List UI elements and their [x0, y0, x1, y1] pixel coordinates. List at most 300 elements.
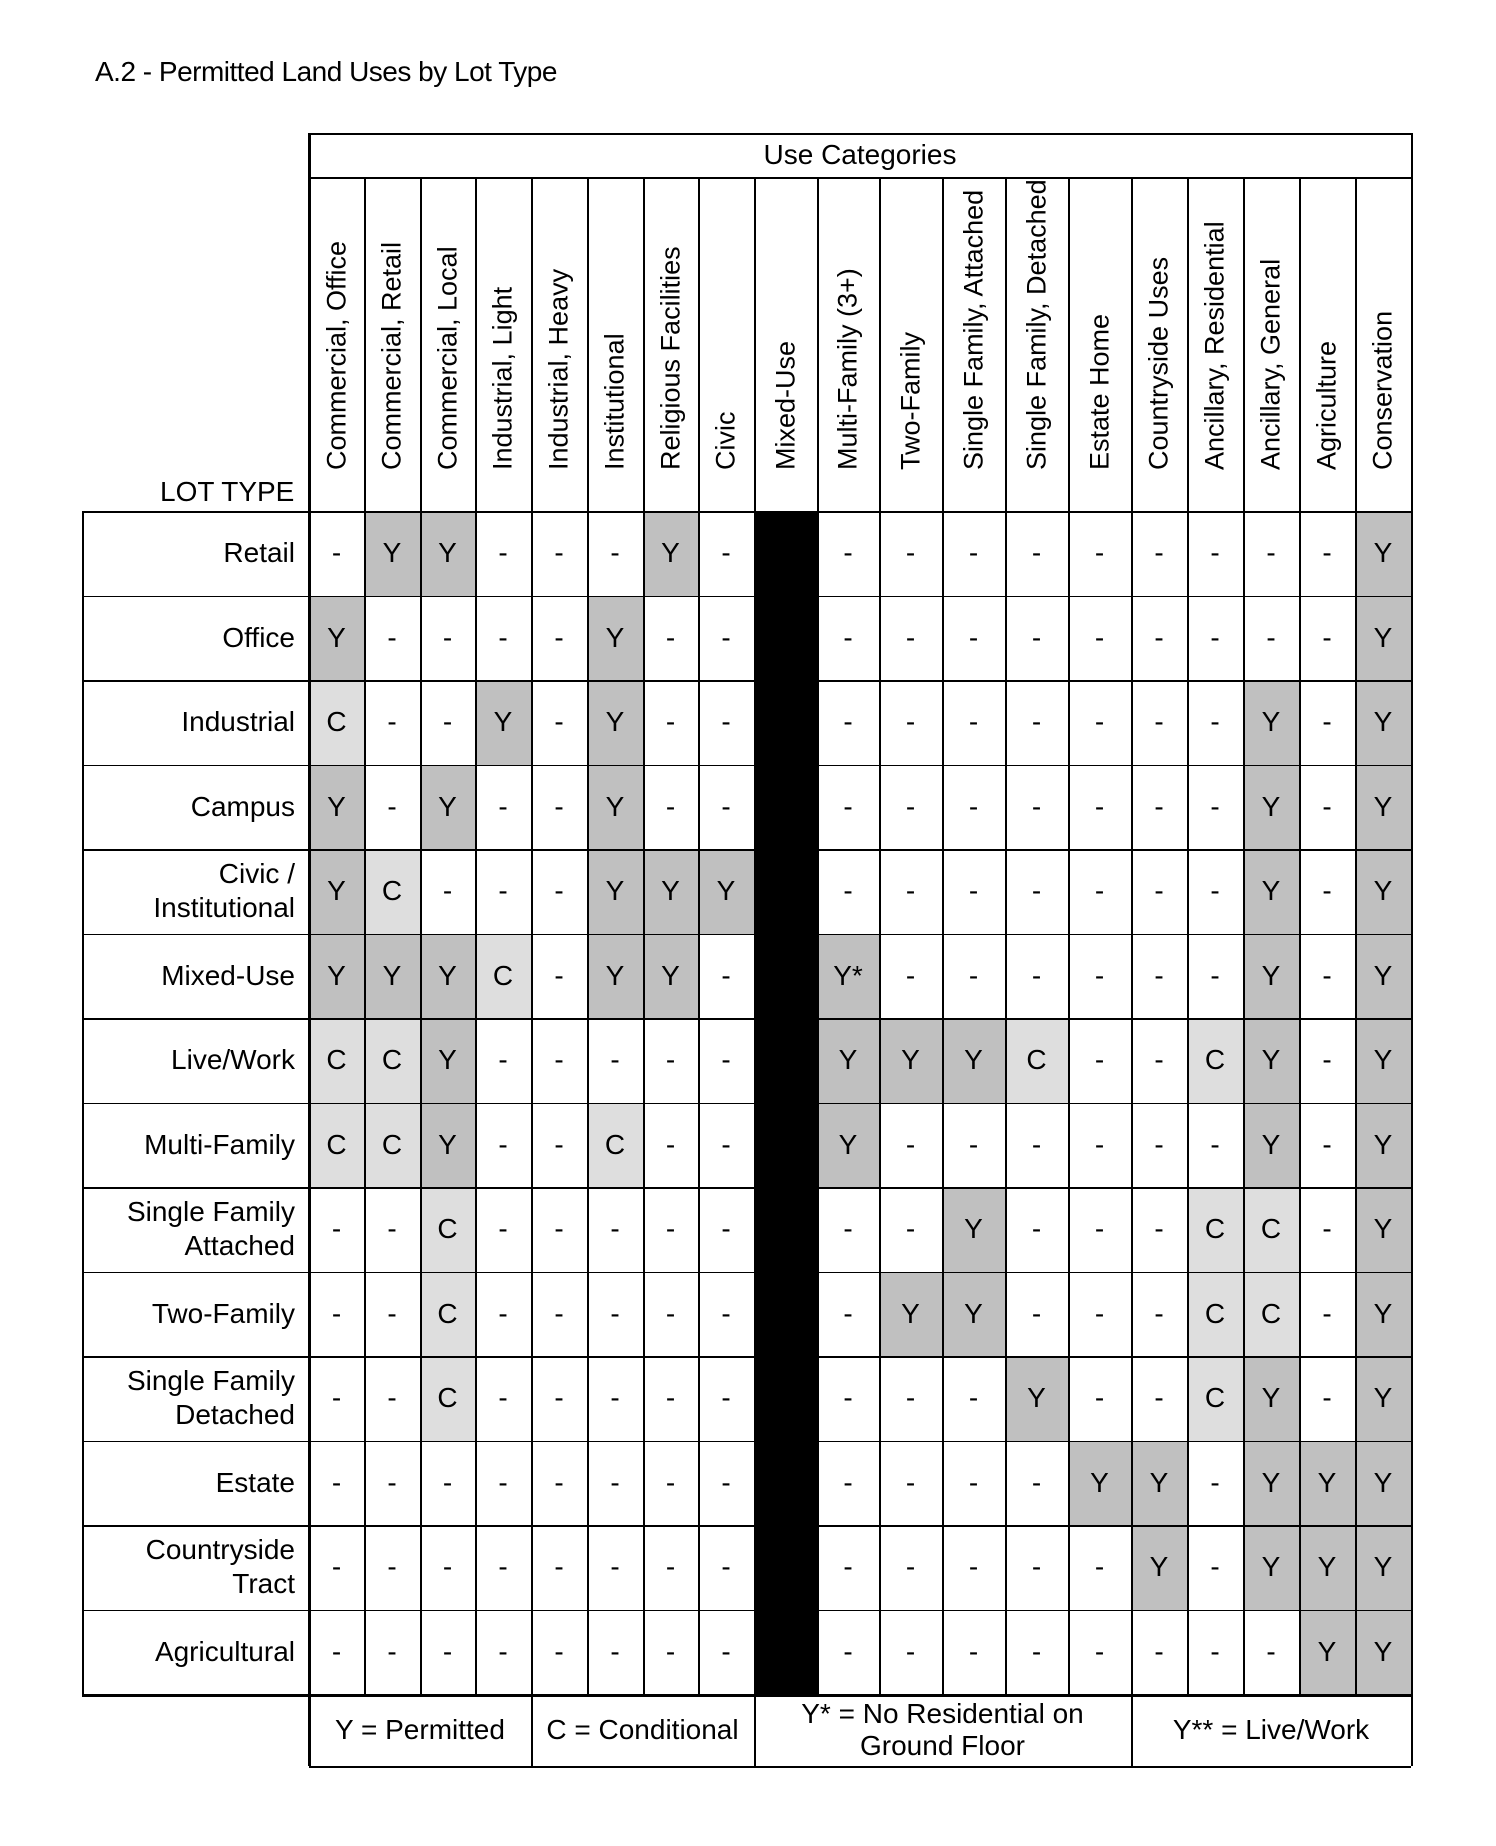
- table-cell: -: [1005, 934, 1068, 1019]
- column-header: [879, 177, 942, 511]
- row-label: Estate: [215, 1466, 295, 1498]
- table-cell: -: [364, 1272, 420, 1357]
- table-cell: -: [1005, 1187, 1068, 1272]
- table-cell: -: [1005, 1441, 1068, 1526]
- table-cell: -: [1187, 680, 1243, 765]
- table-cell: -: [1299, 765, 1355, 850]
- grid-line: [1005, 177, 1007, 1694]
- grid-line: [308, 133, 311, 1766]
- table-cell: -: [475, 511, 531, 596]
- column-header-label: Commercial, Local: [432, 246, 462, 470]
- table-cell: -: [817, 1356, 879, 1441]
- table-cell: Y: [587, 680, 643, 765]
- table-cell: -: [1243, 596, 1299, 681]
- grid-line: [82, 1694, 1411, 1697]
- table-cell: -: [1005, 1103, 1068, 1188]
- table-cell: -: [420, 849, 475, 934]
- table-cell: -: [1005, 511, 1068, 596]
- table-cell: -: [475, 765, 531, 850]
- table-cell: Y: [1355, 1272, 1411, 1357]
- table-cell: -: [1068, 680, 1131, 765]
- table-cell: -: [531, 1441, 587, 1526]
- page-title: A.2 - Permitted Land Uses by Lot Type: [95, 56, 557, 87]
- row-label: Retail: [223, 537, 295, 569]
- table-cell: Y: [309, 765, 364, 850]
- table-cell: -: [643, 1272, 698, 1357]
- column-header-label: Agriculture: [1311, 340, 1342, 470]
- table-cell: -: [1187, 596, 1243, 681]
- table-cell: -: [309, 1356, 364, 1441]
- grid-line: [82, 680, 1411, 682]
- table-cell: -: [1187, 1610, 1243, 1695]
- table-cell: -: [817, 680, 879, 765]
- table-cell: -: [1131, 765, 1187, 850]
- table-cell: -: [1068, 1356, 1131, 1441]
- table-cell: Y: [643, 934, 698, 1019]
- column-header: [698, 177, 754, 511]
- row-label: Mixed-Use: [161, 959, 295, 991]
- table-cell: -: [531, 1525, 587, 1610]
- table-cell: -: [698, 596, 754, 681]
- row-label: Industrial: [181, 706, 295, 738]
- table-cell: -: [817, 1187, 879, 1272]
- grid-line: [82, 934, 1411, 936]
- table-cell: -: [587, 1272, 643, 1357]
- column-header-label: Estate Home: [1084, 313, 1114, 470]
- table-cell: Y: [1355, 680, 1411, 765]
- table-cell: Y: [643, 849, 698, 934]
- mixed-use-blocked-cell: [754, 1187, 817, 1272]
- column-header: [1005, 177, 1068, 511]
- column-header: [754, 177, 817, 511]
- table-cell: -: [309, 511, 364, 596]
- table-cell: -: [1005, 849, 1068, 934]
- grid-line: [309, 133, 1411, 135]
- table-cell: C: [1187, 1018, 1243, 1103]
- table-cell: -: [475, 1525, 531, 1610]
- grid-line: [1131, 177, 1133, 1694]
- table-cell: -: [364, 765, 420, 850]
- table-cell: Y: [1355, 1187, 1411, 1272]
- table-cell: -: [531, 765, 587, 850]
- mixed-use-blocked-cell: [754, 1441, 817, 1526]
- table-cell: -: [1068, 934, 1131, 1019]
- table-cell: Y: [1355, 1103, 1411, 1188]
- table-cell: Y: [1131, 1441, 1187, 1526]
- table-cell: -: [817, 849, 879, 934]
- grid-line: [1411, 1694, 1413, 1766]
- table-cell: -: [531, 596, 587, 681]
- grid-line: [754, 177, 756, 1694]
- table-cell: -: [1131, 849, 1187, 934]
- table-cell: Y: [1355, 849, 1411, 934]
- table-cell: -: [1243, 511, 1299, 596]
- column-header: [1131, 177, 1187, 511]
- grid-line: [82, 765, 1411, 767]
- table-cell: -: [1243, 1610, 1299, 1695]
- table-cell: -: [1131, 1610, 1187, 1695]
- table-cell: Y: [1243, 1103, 1299, 1188]
- table-cell: -: [1131, 1187, 1187, 1272]
- grid-line: [643, 177, 645, 1694]
- grid-line: [309, 1766, 1411, 1768]
- table-cell: -: [1299, 1272, 1355, 1357]
- table-cell: C: [1187, 1187, 1243, 1272]
- table-cell: Y: [942, 1272, 1005, 1357]
- table-cell: -: [879, 1610, 942, 1695]
- grid-line: [942, 177, 944, 1694]
- grid-line: [698, 177, 700, 1694]
- column-header: [643, 177, 698, 511]
- table-cell: -: [1187, 1525, 1243, 1610]
- table-cell: -: [1299, 1103, 1355, 1188]
- table-cell: -: [531, 1103, 587, 1188]
- table-cell: -: [1187, 765, 1243, 850]
- table-cell: -: [1068, 1103, 1131, 1188]
- table-cell: C: [420, 1356, 475, 1441]
- table-cell: -: [879, 680, 942, 765]
- grid-line: [531, 1694, 533, 1766]
- table-cell: C: [587, 1103, 643, 1188]
- table-cell: -: [643, 1103, 698, 1188]
- table-cell: -: [1131, 511, 1187, 596]
- column-header-label: Multi-Family (3+): [832, 268, 863, 470]
- table-cell: -: [879, 849, 942, 934]
- table-cell: -: [1187, 849, 1243, 934]
- table-cell: Y: [364, 511, 420, 596]
- column-header: [364, 177, 420, 511]
- column-header-label: Single Family, Attached: [958, 189, 988, 470]
- table-cell: -: [942, 1356, 1005, 1441]
- column-header-label: Mixed-Use: [770, 340, 800, 470]
- table-cell: -: [817, 1610, 879, 1695]
- table-cell: -: [1068, 849, 1131, 934]
- column-header-label: Countryside Uses: [1143, 256, 1174, 470]
- table-cell: -: [817, 1272, 879, 1357]
- grid-line: [82, 1272, 1411, 1274]
- table-cell: Y: [1355, 1441, 1411, 1526]
- column-header-label: Civic: [710, 411, 741, 470]
- grid-line: [587, 177, 589, 1694]
- grid-line: [1131, 1694, 1133, 1766]
- legend-item: Y = Permitted: [335, 1714, 505, 1745]
- table-cell: Y: [1243, 1441, 1299, 1526]
- table-cell: Y: [420, 934, 475, 1019]
- table-cell: Y: [420, 1103, 475, 1188]
- table-cell: -: [420, 596, 475, 681]
- table-cell: Y: [1068, 1441, 1131, 1526]
- table-cell: -: [1299, 1018, 1355, 1103]
- column-header-label: Commercial, Retail: [376, 241, 407, 470]
- table-cell: -: [879, 1356, 942, 1441]
- table-cell: -: [1005, 1525, 1068, 1610]
- grid-line: [1299, 177, 1301, 1694]
- table-cell: -: [1131, 596, 1187, 681]
- table-cell: Y: [1355, 1018, 1411, 1103]
- table-cell: -: [531, 1187, 587, 1272]
- row-label: Office: [222, 621, 295, 653]
- table-cell: -: [475, 1441, 531, 1526]
- grid-line: [1068, 177, 1070, 1694]
- grid-line: [82, 1103, 1411, 1105]
- table-cell: -: [420, 1441, 475, 1526]
- column-header: [1187, 177, 1243, 511]
- table-cell: Y: [1243, 765, 1299, 850]
- table-cell: -: [364, 1525, 420, 1610]
- table-cell: Y: [420, 1018, 475, 1103]
- table-cell: -: [698, 1272, 754, 1357]
- table-cell: Y: [309, 596, 364, 681]
- column-header: [1355, 177, 1411, 511]
- table-cell: C: [364, 1018, 420, 1103]
- table-cell: -: [942, 934, 1005, 1019]
- table-cell: -: [643, 1356, 698, 1441]
- table-cell: Y: [587, 849, 643, 934]
- column-header-label: Religious Facilities: [655, 246, 685, 470]
- grid-line: [475, 177, 477, 1694]
- table-cell: -: [531, 1610, 587, 1695]
- table-cell: Y: [942, 1018, 1005, 1103]
- column-header: [420, 177, 475, 511]
- mixed-use-blocked-cell: [754, 1356, 817, 1441]
- table-cell: -: [817, 596, 879, 681]
- table-cell: Y: [1131, 1525, 1187, 1610]
- table-cell: -: [1187, 1441, 1243, 1526]
- column-header: [475, 177, 531, 511]
- row-label: Countryside Tract: [145, 1534, 295, 1600]
- column-header: [1243, 177, 1299, 511]
- table-cell: -: [587, 1441, 643, 1526]
- grid-line: [82, 1187, 1411, 1189]
- table-cell: Y: [1355, 511, 1411, 596]
- grid-line: [82, 511, 1411, 513]
- row-label: Single Family Attached: [126, 1196, 295, 1262]
- table-cell: -: [942, 765, 1005, 850]
- table-cell: Y: [364, 934, 420, 1019]
- table-cell: -: [1299, 934, 1355, 1019]
- table-cell: -: [698, 680, 754, 765]
- table-cell: -: [698, 1610, 754, 1695]
- table-cell: -: [587, 1356, 643, 1441]
- table-cell: -: [475, 596, 531, 681]
- table-cell: -: [643, 596, 698, 681]
- table-cell: -: [309, 1610, 364, 1695]
- table-cell: -: [1299, 849, 1355, 934]
- table-cell: -: [643, 680, 698, 765]
- table-cell: -: [879, 934, 942, 1019]
- table-cell: Y: [309, 934, 364, 1019]
- column-header: [1299, 177, 1355, 511]
- table-cell: Y: [1355, 1610, 1411, 1695]
- table-cell: -: [942, 849, 1005, 934]
- grid-line: [82, 1441, 1411, 1443]
- grid-line: [1355, 177, 1357, 1694]
- lot-type-header: LOT TYPE: [160, 476, 295, 507]
- table-cell: -: [643, 1525, 698, 1610]
- table-cell: -: [1005, 596, 1068, 681]
- table-cell: -: [1299, 1356, 1355, 1441]
- table-cell: -: [364, 1441, 420, 1526]
- grid-line: [420, 177, 422, 1694]
- grid-line: [1243, 177, 1245, 1694]
- mixed-use-blocked-cell: [754, 680, 817, 765]
- table-cell: Y: [587, 934, 643, 1019]
- table-cell: -: [420, 680, 475, 765]
- table-cell: -: [698, 1356, 754, 1441]
- table-cell: -: [817, 1441, 879, 1526]
- table-cell: -: [879, 1441, 942, 1526]
- table-cell: C: [475, 934, 531, 1019]
- table-cell: -: [698, 1018, 754, 1103]
- table-cell: -: [475, 1103, 531, 1188]
- table-cell: C: [309, 680, 364, 765]
- table-cell: -: [531, 511, 587, 596]
- table-cell: -: [698, 1441, 754, 1526]
- grid-line: [82, 1356, 1411, 1358]
- table-cell: -: [1068, 1610, 1131, 1695]
- table-cell: Y: [420, 765, 475, 850]
- column-header: [309, 177, 364, 511]
- table-cell: -: [475, 1272, 531, 1357]
- table-cell: Y: [1243, 1356, 1299, 1441]
- table-cell: -: [364, 680, 420, 765]
- table-cell: -: [942, 1610, 1005, 1695]
- table-cell: -: [879, 596, 942, 681]
- table-cell: -: [643, 1610, 698, 1695]
- table-cell: Y: [1299, 1525, 1355, 1610]
- table-cell: C: [309, 1103, 364, 1188]
- table-cell: Y: [1243, 849, 1299, 934]
- table-cell: -: [531, 680, 587, 765]
- table-cell: -: [1005, 765, 1068, 850]
- table-cell: -: [643, 1187, 698, 1272]
- table-cell: -: [1187, 934, 1243, 1019]
- table-cell: -: [698, 765, 754, 850]
- grid-line: [82, 849, 1411, 851]
- table-cell: -: [364, 1187, 420, 1272]
- table-cell: -: [587, 1525, 643, 1610]
- mixed-use-blocked-cell: [754, 1610, 817, 1695]
- table-cell: C: [364, 1103, 420, 1188]
- grid-line: [309, 1694, 311, 1766]
- row-label: Two-Family: [151, 1297, 295, 1329]
- table-cell: Y: [698, 849, 754, 934]
- row-label: Multi-Family: [144, 1128, 295, 1160]
- table-cell: Y: [1005, 1356, 1068, 1441]
- table-cell: Y: [420, 511, 475, 596]
- table-cell: -: [879, 1103, 942, 1188]
- table-cell: -: [942, 511, 1005, 596]
- column-header: [587, 177, 643, 511]
- column-header-label: Conservation: [1367, 310, 1398, 470]
- table-cell: -: [1131, 1272, 1187, 1357]
- table-cell: Y: [587, 765, 643, 850]
- table-cell: -: [942, 1525, 1005, 1610]
- table-cell: C: [1243, 1272, 1299, 1357]
- grid-line: [1187, 177, 1189, 1694]
- table-cell: -: [879, 1525, 942, 1610]
- table-cell: -: [1131, 680, 1187, 765]
- grid-line: [1411, 133, 1413, 1766]
- table-cell: -: [531, 1018, 587, 1103]
- table-cell: -: [698, 1103, 754, 1188]
- table-cell: -: [1068, 1187, 1131, 1272]
- table-cell: -: [364, 596, 420, 681]
- table-cell: -: [817, 511, 879, 596]
- table-cell: -: [1068, 765, 1131, 850]
- table-cell: -: [879, 511, 942, 596]
- table-cell: Y: [1243, 934, 1299, 1019]
- table-cell: -: [309, 1187, 364, 1272]
- table-cell: C: [364, 849, 420, 934]
- table-cell: -: [531, 1272, 587, 1357]
- table-cell: C: [420, 1272, 475, 1357]
- table-cell: -: [1005, 1610, 1068, 1695]
- table-cell: -: [420, 1610, 475, 1695]
- table-cell: -: [309, 1441, 364, 1526]
- table-cell: -: [942, 1103, 1005, 1188]
- table-cell: C: [309, 1018, 364, 1103]
- table-cell: -: [364, 1356, 420, 1441]
- mixed-use-blocked-cell: [754, 596, 817, 681]
- table-cell: -: [817, 765, 879, 850]
- table-cell: Y: [817, 1018, 879, 1103]
- table-cell: Y: [1299, 1441, 1355, 1526]
- table-cell: Y: [1243, 680, 1299, 765]
- table-cell: -: [879, 765, 942, 850]
- row-label: Agricultural: [154, 1635, 295, 1667]
- table-cell: Y: [309, 849, 364, 934]
- mixed-use-blocked-cell: [754, 1525, 817, 1610]
- table-cell: -: [475, 1610, 531, 1695]
- table-cell: -: [942, 680, 1005, 765]
- table-cell: -: [475, 849, 531, 934]
- table-cell: Y: [1243, 1525, 1299, 1610]
- column-header: [942, 177, 1005, 511]
- table-cell: -: [698, 934, 754, 1019]
- row-label: Civic / Institutional: [153, 858, 295, 924]
- grid-line: [754, 1694, 756, 1766]
- table-cell: -: [475, 1356, 531, 1441]
- table-cell: -: [309, 1272, 364, 1357]
- table-cell: -: [698, 1187, 754, 1272]
- table-cell: Y: [817, 1103, 879, 1188]
- row-label: Single Family Detached: [126, 1365, 295, 1431]
- table-cell: Y: [643, 511, 698, 596]
- legend-item: Y* = No Residential on Ground Floor: [801, 1698, 1084, 1761]
- table-cell: Y: [1243, 1018, 1299, 1103]
- table-cell: -: [420, 1525, 475, 1610]
- table-cell: -: [698, 1525, 754, 1610]
- table-cell: Y: [1299, 1610, 1355, 1695]
- table-cell: Y: [1355, 934, 1411, 1019]
- table-cell: -: [942, 596, 1005, 681]
- table-cell: -: [1068, 511, 1131, 596]
- table-cell: -: [698, 511, 754, 596]
- table-cell: -: [531, 849, 587, 934]
- column-header-label: Commercial, Office: [321, 240, 351, 470]
- column-header: [531, 177, 587, 511]
- table-cell: -: [1299, 1187, 1355, 1272]
- table-cell: -: [1005, 680, 1068, 765]
- column-header-label: Two-Family: [895, 331, 925, 470]
- mixed-use-blocked-cell: [754, 511, 817, 596]
- column-header-label: Ancillary, Residential: [1199, 221, 1230, 470]
- grid-line: [817, 177, 819, 1694]
- row-label: Campus: [190, 790, 295, 822]
- mixed-use-blocked-cell: [754, 934, 817, 1019]
- table-cell: -: [643, 1018, 698, 1103]
